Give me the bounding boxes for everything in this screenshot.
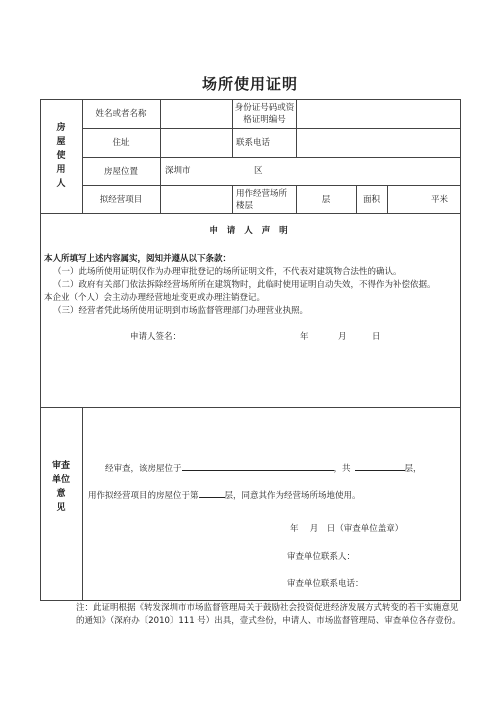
project-label: 拟经营项目: [99, 194, 143, 205]
area-label: 面积: [362, 194, 380, 205]
page-title: 场所使用证明: [201, 75, 298, 93]
row-divider: [40, 407, 461, 408]
column-divider: [232, 185, 233, 213]
review-date-line: 年 月 日（审查单位盖章）: [290, 524, 404, 534]
location-label: 房屋位置: [103, 166, 138, 177]
column-divider: [232, 99, 233, 157]
signature-year: 年: [300, 332, 309, 342]
area-unit: 平米: [430, 194, 448, 205]
total-floors-blank[interactable]: [355, 460, 405, 471]
district-text: 区: [254, 166, 263, 176]
review-contact-label: 审查单位联系人：: [287, 552, 356, 562]
review-section-label: 审查 单位 意 见: [51, 461, 70, 513]
review-phone-label: 审查单位联系电话：: [287, 579, 364, 589]
declaration-item-2: （二）政府有关部门依法拆除经营场所所在建筑物时，此临时使用证明自动失效，不得作为补偿依据。: [53, 280, 436, 290]
floor-unit: 层: [321, 194, 331, 205]
signature-label: 申请人签名：: [130, 332, 182, 342]
floor-label: 用作经营场所楼层: [236, 188, 288, 211]
id-value[interactable]: [297, 100, 460, 128]
project-value[interactable]: [161, 186, 231, 213]
name-label: 姓名或者名称: [95, 109, 147, 119]
id-label: 身份证号码或资格证明编号: [234, 103, 295, 125]
location-blank[interactable]: [182, 460, 334, 471]
declaration-item-2-cont: 本企业（个人）会主动办理经营地址变更或办理注销登记。: [44, 293, 266, 303]
owner-section-label: 房 屋 使 用 人: [56, 123, 66, 189]
signature-day: 日: [372, 332, 381, 342]
footnote: 注：此证明根据《转发深圳市市场监督管理局关于鼓励社会投资促进经济发展方式转变的若干实施意见的通知》（深府办〔2010〕111 号）出具，壹式叁份，申请人、市场监督管理局、审查单位各存壹份。: [76, 603, 461, 626]
floor-number-blank[interactable]: [199, 487, 225, 498]
declaration-intro: 本人所填写上述内容属实，阅知并遵从以下条款：: [44, 254, 232, 264]
phone-value[interactable]: [297, 129, 460, 157]
review-line-2: 用作拟经营项目的房屋位于第 层，同意其作为经营场所场地使用。: [88, 487, 361, 502]
declaration-item-3: （三）经营者凭此场所使用证明到市场监督管理部门办理营业执照。: [53, 306, 309, 316]
name-value[interactable]: [161, 100, 231, 128]
row-divider: [40, 213, 461, 214]
address-value[interactable]: [161, 129, 231, 157]
city-text: 深圳市: [165, 166, 191, 176]
declaration-heading: 申 请 人 声 明: [209, 226, 291, 236]
review-line-1: 经审查，该房屋位于 ，共 层，: [105, 460, 422, 475]
address-label: 住址: [112, 138, 130, 148]
signature-month: 月: [338, 332, 347, 342]
declaration-item-1: （一）此场所使用证明仅作为办理审批登记的场所证明文件，不代表对建筑物合法性的确认。: [53, 267, 402, 277]
column-divider: [82, 407, 83, 601]
phone-label: 联系电话: [236, 138, 271, 148]
